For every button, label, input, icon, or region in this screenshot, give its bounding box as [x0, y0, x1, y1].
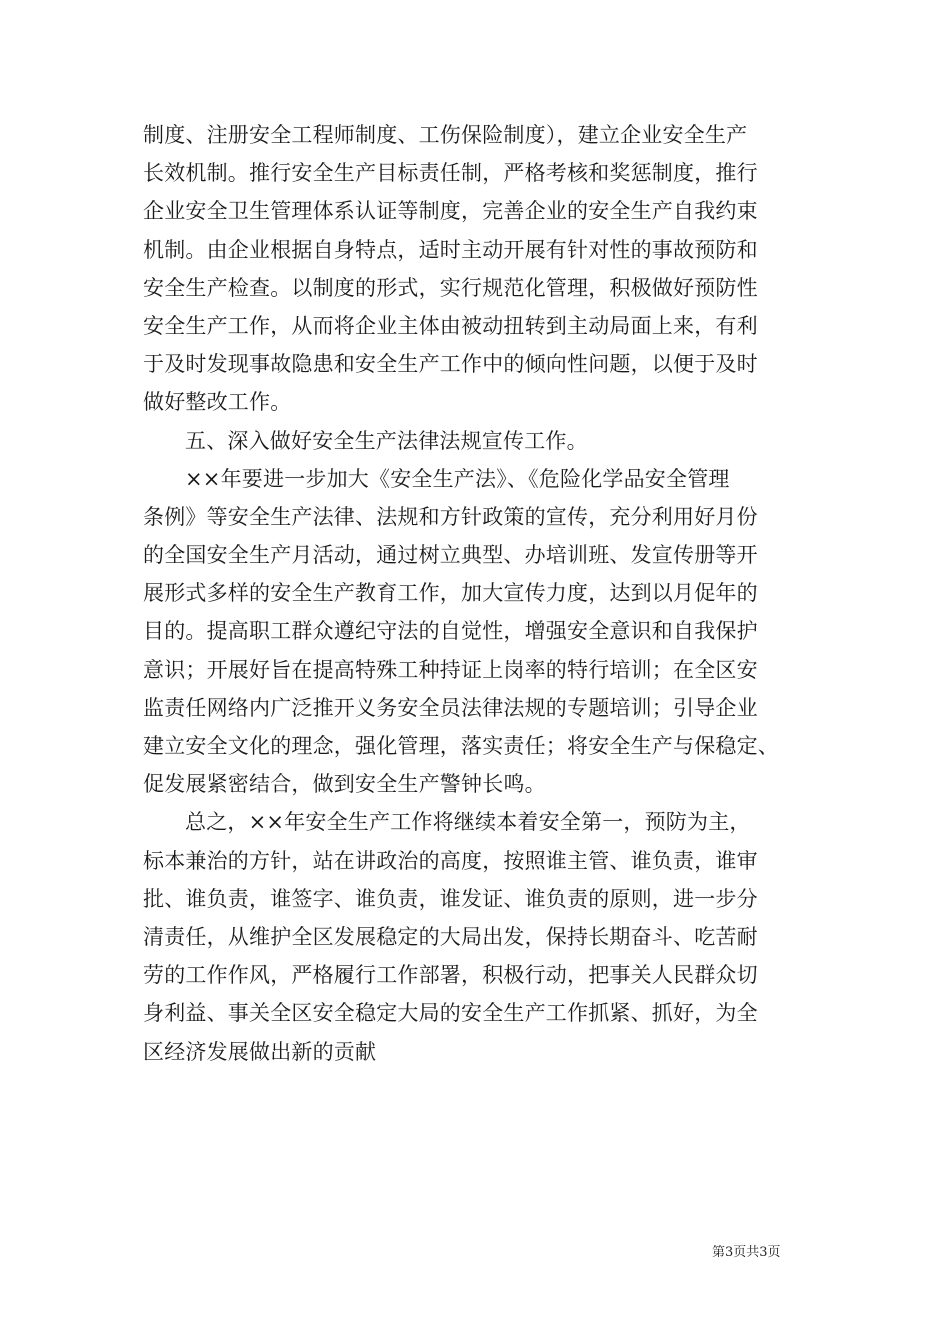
text-line: 批、谁负责，谁签字、谁负责，谁发证、谁负责的原则，进一步分: [143, 886, 758, 911]
section-heading: 五、深入做好安全生产法律法规宣传工作。: [185, 428, 588, 453]
text-line: 监责任网络内广泛推开义务安全员法律法规的专题培训；引导企业: [143, 695, 758, 720]
text-line: 目的。提高职工群众遵纪守法的自觉性，增强安全意识和自我保护: [143, 619, 758, 644]
text-line: 建立安全文化的理念，强化管理，落实责任；将安全生产与保稳定、: [143, 734, 779, 758]
text-line: 做好整改工作。: [143, 390, 292, 415]
page-number-footer: 第3页共3页: [712, 1245, 781, 1260]
text-line: 的全国安全生产月活动，通过树立典型、办培训班、发宣传册等开: [143, 543, 758, 568]
document-body: [143, 116, 813, 1071]
text-line: 于及时发现事故隐患和安全生产工作中的倾向性问题，以便于及时: [143, 352, 758, 377]
text-line: 标本兼治的方针，站在讲政治的高度，按照谁主管、谁负责，谁审: [143, 848, 758, 873]
text-line: 安全生产检查。以制度的形式，实行规范化管理，积极做好预防性: [143, 275, 758, 300]
text-line: 促发展紧密结合，做到安全生产警钟长鸣。: [143, 772, 546, 797]
text-line: 总之，××年安全生产工作将继续本着安全第一，预防为主，: [185, 810, 751, 835]
text-line: 劳的工作作风，严格履行工作部署，积极行动，把事关人民群众切: [143, 963, 758, 988]
text-line: 清责任，从维护全区发展稳定的大局出发，保持长期奋斗、吃苦耐: [143, 924, 758, 949]
text-line: 区经济发展做出新的贡献: [143, 1039, 377, 1064]
text-line: 意识；开展好旨在提高特殊工种持证上岗率的特行培训；在全区安: [143, 657, 758, 682]
text-line: 企业安全卫生管理体系认证等制度，完善企业的安全生产自我约束: [143, 199, 758, 224]
text-line: ××年要进一步加大《安全生产法》、《危险化学品安全管理: [185, 466, 730, 491]
text-line: 制度、注册安全工程师制度、工伤保险制度），建立企业安全生产: [143, 123, 748, 147]
text-line: 条例》等安全生产法律、法规和方针政策的宣传，充分利用好月份: [143, 504, 758, 529]
text-line: 机制。由企业根据自身特点，适时主动开展有针对性的事故预防和: [143, 237, 758, 262]
text-line: 身利益、事关全区安全稳定大局的安全生产工作抓紧、抓好，为全: [143, 1001, 758, 1026]
text-line: 安全生产工作，从而将企业主体由被动扭转到主动局面上来，有利: [143, 313, 758, 338]
text-line: 展形式多样的安全生产教育工作，加大宣传力度，达到以月促年的: [143, 581, 758, 606]
text-line: 长效机制。推行安全生产目标责任制，严格考核和奖惩制度，推行: [143, 161, 758, 186]
